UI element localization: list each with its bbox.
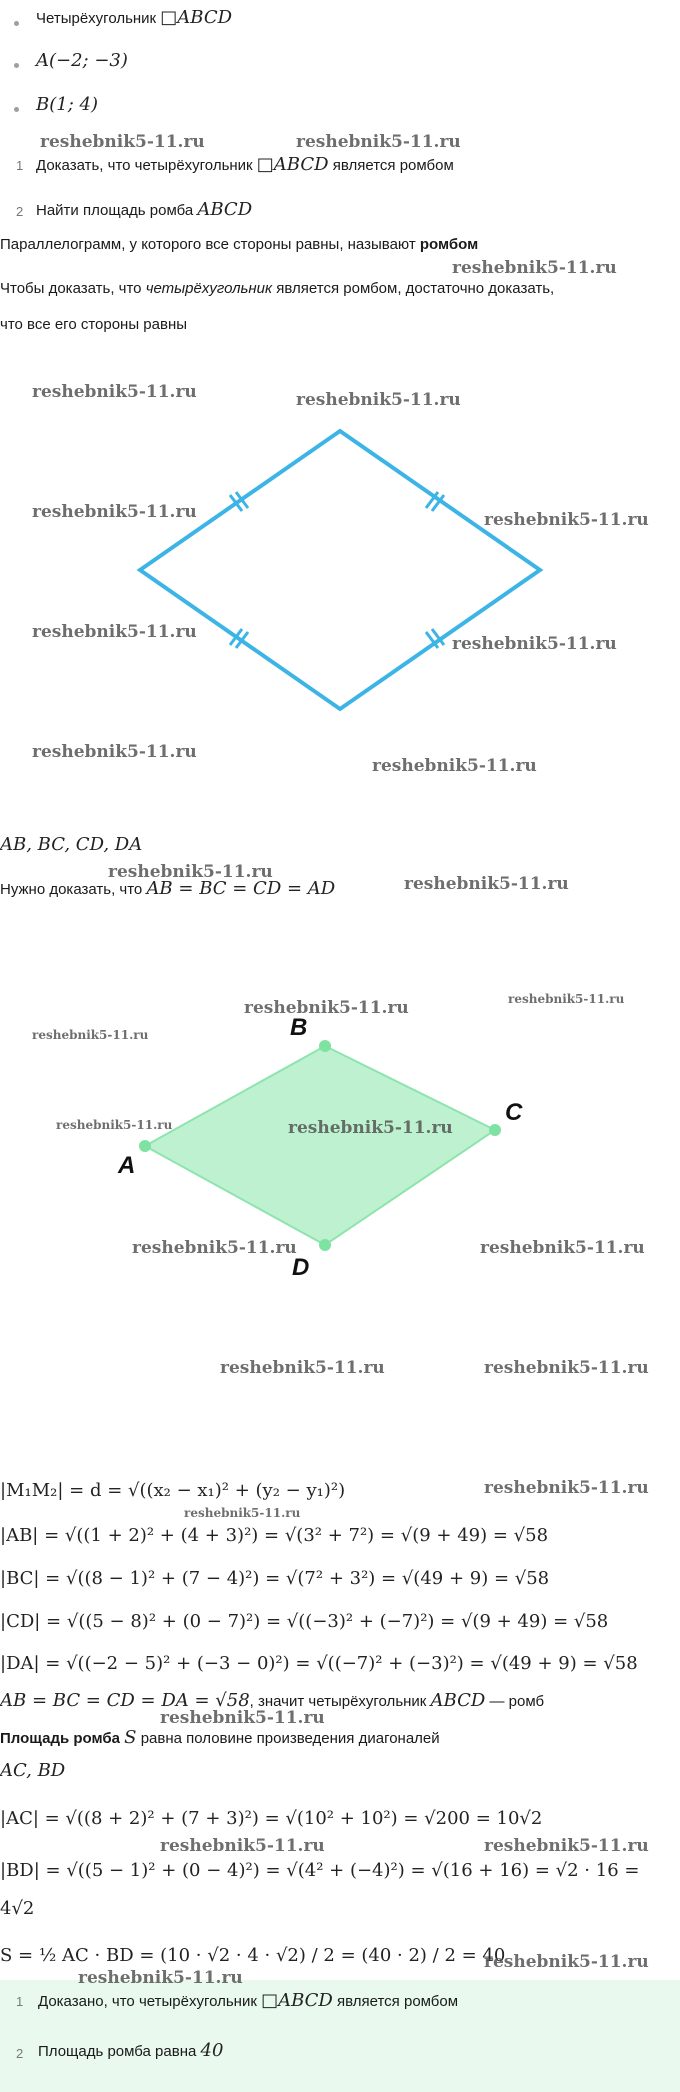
given-item-2: A(−2; −3): [36, 50, 128, 71]
answer-2-number: 2: [16, 2046, 24, 2061]
watermark: reshebnik5-11.ru: [160, 1836, 325, 1856]
task-2-math: ABCD: [197, 199, 253, 220]
rhombus-outline: [140, 431, 540, 709]
formula-area: S = ½ AC · BD = (10 · √2 · 4 · √2) / 2 = (40 · 2) / 2 = 40: [0, 1945, 506, 1966]
proof-intro-line2: что все его стороны равны: [0, 316, 188, 333]
proof-intro-a: Чтобы доказать, что: [0, 280, 142, 297]
formula-bd-continued: 4√2: [0, 1898, 35, 1919]
bullet-dot: [14, 63, 19, 68]
watermark: reshebnik5-11.ru: [132, 1238, 297, 1258]
task-1-suffix: является ромбом: [332, 157, 454, 174]
proof-intro-italic: четырёхугольник: [145, 280, 273, 297]
conclusion-math2: ABCD: [430, 1690, 486, 1711]
conclusion-text: , значит четырёхугольник: [249, 1693, 427, 1710]
watermark: reshebnik5-11.ru: [404, 874, 569, 894]
watermark: reshebnik5-11.ru: [452, 634, 617, 654]
area-intro: [0, 1727, 440, 1748]
task-1-number: 1: [16, 158, 24, 173]
watermark: reshebnik5-11.ru: [288, 1118, 453, 1138]
vertex-b-label: B: [290, 1014, 308, 1041]
given-item-1-math: □ABCD: [160, 7, 233, 28]
conclusion-math: AB = BC = CD = DA = √58: [0, 1690, 250, 1711]
bullet-dot: [14, 107, 19, 112]
watermark: reshebnik5-11.ru: [480, 1238, 645, 1258]
task-2: [36, 199, 252, 220]
formula-ab: |AB| = √((1 + 2)² + (4 + 3)²) = √(3² + 7²) = √(9 + 49) = √58: [0, 1525, 549, 1546]
watermark: reshebnik5-11.ru: [32, 1028, 149, 1042]
vertex-d-label: D: [292, 1254, 310, 1281]
watermark: reshebnik5-11.ru: [32, 742, 197, 762]
watermark: reshebnik5-11.ru: [484, 1836, 649, 1856]
formula-bd: |BD| = √((5 − 1)² + (0 − 4)²) = √(4² + (−4)²) = √(16 + 16) = √2 · 16 =: [0, 1860, 640, 1881]
rhombus-outline-diagram: [0, 370, 680, 790]
formula-ac: |AC| = √((8 + 2)² + (7 + 3)²) = √(10² + 10²) = √200 = 10√2: [0, 1808, 543, 1829]
area-s: S: [124, 1727, 137, 1748]
watermark: reshebnik5-11.ru: [78, 1968, 243, 1988]
formula-cd: |CD| = √((5 − 8)² + (0 − 7)²) = √((−3)² + (−7)²) = √(9 + 49) = √58: [0, 1611, 609, 1632]
watermark: reshebnik5-11.ru: [32, 622, 197, 642]
watermark: reshebnik5-11.ru: [56, 1118, 173, 1132]
definition-bold: ромбом: [419, 236, 479, 253]
watermark: reshebnik5-11.ru: [484, 1952, 649, 1972]
answer-2-text: Площадь ромба равна: [38, 2043, 197, 2060]
answer-2-math: 40: [200, 2040, 224, 2061]
area-bold: Площадь ромба: [0, 1730, 120, 1747]
given-item-1: [36, 7, 232, 28]
vertex-a-dot: [139, 1140, 151, 1152]
watermark: reshebnik5-11.ru: [184, 1506, 301, 1520]
task-1: [36, 154, 454, 175]
answer-2: [38, 2040, 223, 2061]
diagonals-list: AC, BD: [0, 1760, 66, 1781]
watermark: reshebnik5-11.ru: [32, 382, 197, 402]
watermark: reshebnik5-11.ru: [40, 132, 205, 152]
equal-side-ticks: [230, 492, 444, 648]
formula-general: |M₁M₂| = d = √((x₂ − x₁)² + (y₂ − y₁)²): [0, 1480, 346, 1501]
answer-1-text: Доказано, что четырёхугольник: [38, 1993, 257, 2010]
watermark: reshebnik5-11.ru: [108, 862, 273, 882]
watermark: reshebnik5-11.ru: [484, 510, 649, 530]
watermark: reshebnik5-11.ru: [220, 1358, 385, 1378]
watermark: reshebnik5-11.ru: [452, 258, 617, 278]
answer-1-math: □ABCD: [261, 1990, 333, 2011]
proof-intro-line1: [0, 280, 554, 297]
task-1-text: Доказать, что четырёхугольник: [36, 157, 253, 174]
task-2-number: 2: [16, 204, 24, 219]
watermark: reshebnik5-11.ru: [32, 502, 197, 522]
watermark: reshebnik5-11.ru: [160, 1708, 325, 1728]
task-2-text: Найти площадь ромба: [36, 202, 194, 219]
need-prove-text: Нужно доказать, что: [0, 881, 143, 898]
task-1-math: □ABCD: [256, 154, 329, 175]
vertex-d-dot: [319, 1239, 331, 1251]
answer-1-number: 1: [16, 1994, 24, 2009]
bullet-dot: [14, 21, 19, 26]
definition: [0, 236, 478, 253]
proof-intro-b: является ромбом, достаточно доказать,: [276, 280, 555, 297]
watermark: reshebnik5-11.ru: [244, 998, 409, 1018]
vertex-c-label: C: [505, 1099, 523, 1126]
sides-list: AB, BC, CD, DA: [0, 834, 143, 855]
answer-1: [38, 1990, 458, 2011]
watermark: reshebnik5-11.ru: [484, 1358, 649, 1378]
watermark: reshebnik5-11.ru: [508, 992, 625, 1006]
watermark: reshebnik5-11.ru: [296, 390, 461, 410]
vertex-c-dot: [489, 1124, 501, 1136]
watermark: reshebnik5-11.ru: [296, 132, 461, 152]
given-item-1-text: Четырёхугольник: [36, 10, 157, 27]
definition-text: Параллелограмм, у которого все стороны равны, называют: [0, 236, 416, 253]
vertex-a-label: A: [118, 1152, 136, 1179]
formula-da: |DA| = √((−2 − 5)² + (−3 − 0)²) = √((−7)² + (−3)²) = √(49 + 9) = √58: [0, 1653, 638, 1674]
answer-1-suffix: является ромбом: [337, 1993, 459, 2010]
vertex-b-dot: [319, 1040, 331, 1052]
rhombus-fill: [145, 1046, 495, 1245]
area-text: равна половине произведения диагоналей: [140, 1730, 440, 1747]
watermark: reshebnik5-11.ru: [372, 756, 537, 776]
need-prove-math: AB = BC = CD = AD: [146, 878, 336, 899]
watermark: reshebnik5-11.ru: [484, 1478, 649, 1498]
given-item-3: B(1; 4): [36, 94, 98, 115]
formula-bc: |BC| = √((8 − 1)² + (7 − 4)²) = √(7² + 3²) = √(49 + 9) = √58: [0, 1568, 550, 1589]
conclusion-tail: — ромб: [489, 1693, 545, 1710]
